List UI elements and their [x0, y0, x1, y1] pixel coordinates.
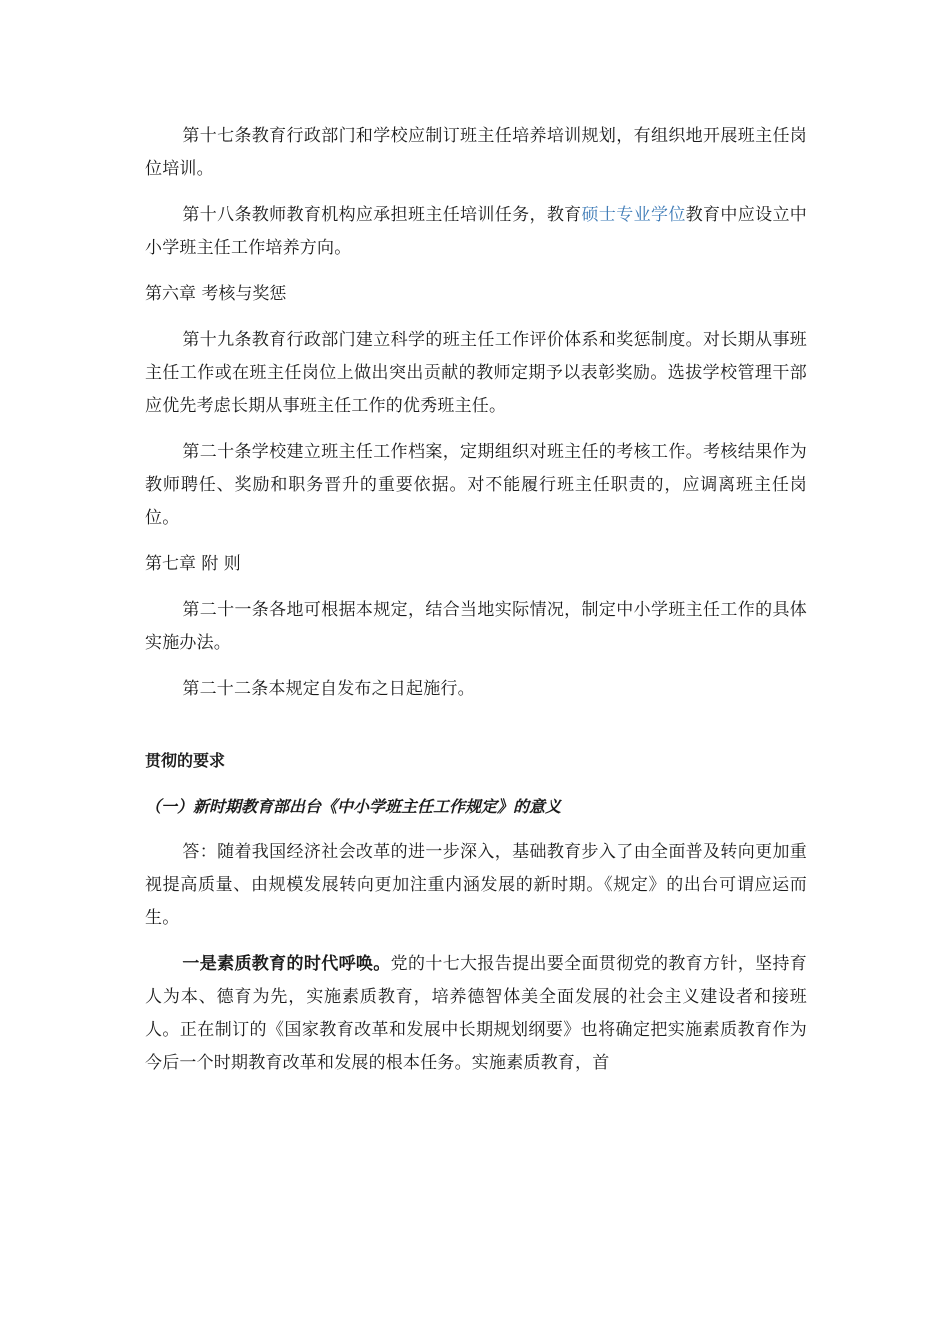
article-20: 第二十条学校建立班主任工作档案，定期组织对班主任的考核工作。考核结果作为教师聘任、奖励和职务晋升的重要依据。对不能履行班主任职责的，应调离班主任岗位。: [145, 442, 807, 528]
article-22: 第二十二条本规定自发布之日起施行。: [182, 679, 475, 699]
point-1-paragraph: [145, 948, 807, 1080]
article-18: [145, 199, 807, 265]
section-title: 贯彻的要求: [145, 751, 226, 770]
answer-paragraph: 答：随着我国经济社会改革的进一步深入，基础教育步入了由全面普及转向更加重视提高质量、由规模发展转向更加注重内涵发展的新时期。《规定》的出台可谓应运而生。: [145, 842, 807, 928]
point-1-lead: 一是素质教育的时代呼唤。: [182, 954, 391, 974]
masters-degree-link[interactable]: 硕士专业学位: [581, 205, 686, 225]
article-18-text-after: 教育中应设立中小学班主任工作培养方向。: [145, 205, 807, 258]
chapter-6-heading: 第六章 考核与奖惩: [145, 284, 287, 304]
point-1-body: 党的十七大报告提出要全面贯彻党的教育方针，坚持育人为本、德育为先，实施素质教育，培养德智体美全面发展的社会主义建设者和接班人。正在制订的《国家教育改革和发展中长期规划纲要》也将确定把实施素质教育作为今后一个时期教育改革和发展的根本任务。实施素质教育，首: [145, 954, 807, 1073]
article-19: 第十九条教育行政部门建立科学的班主任工作评价体系和奖惩制度。对长期从事班主任工作或在班主任岗位上做出突出贡献的教师定期予以表彰奖励。选拔学校管理干部应优先考虑长期从事班主任工作的优秀班主任。: [145, 330, 807, 416]
article-21: 第二十一条各地可根据本规定，结合当地实际情况，制定中小学班主任工作的具体实施办法。: [145, 600, 807, 653]
article-18-text-before: 第十八条教师教育机构应承担班主任培训任务，教育: [182, 205, 582, 225]
chapter-7-heading: 第七章 附 则: [145, 554, 241, 574]
article-17: 第十七条教育行政部门和学校应制订班主任培养培训规划，有组织地开展班主任岗位培训。: [145, 126, 807, 179]
sub-section-title: （一）新时期教育部出台《中小学班主任工作规定》的意义: [145, 797, 562, 816]
document-body: [145, 120, 807, 1093]
